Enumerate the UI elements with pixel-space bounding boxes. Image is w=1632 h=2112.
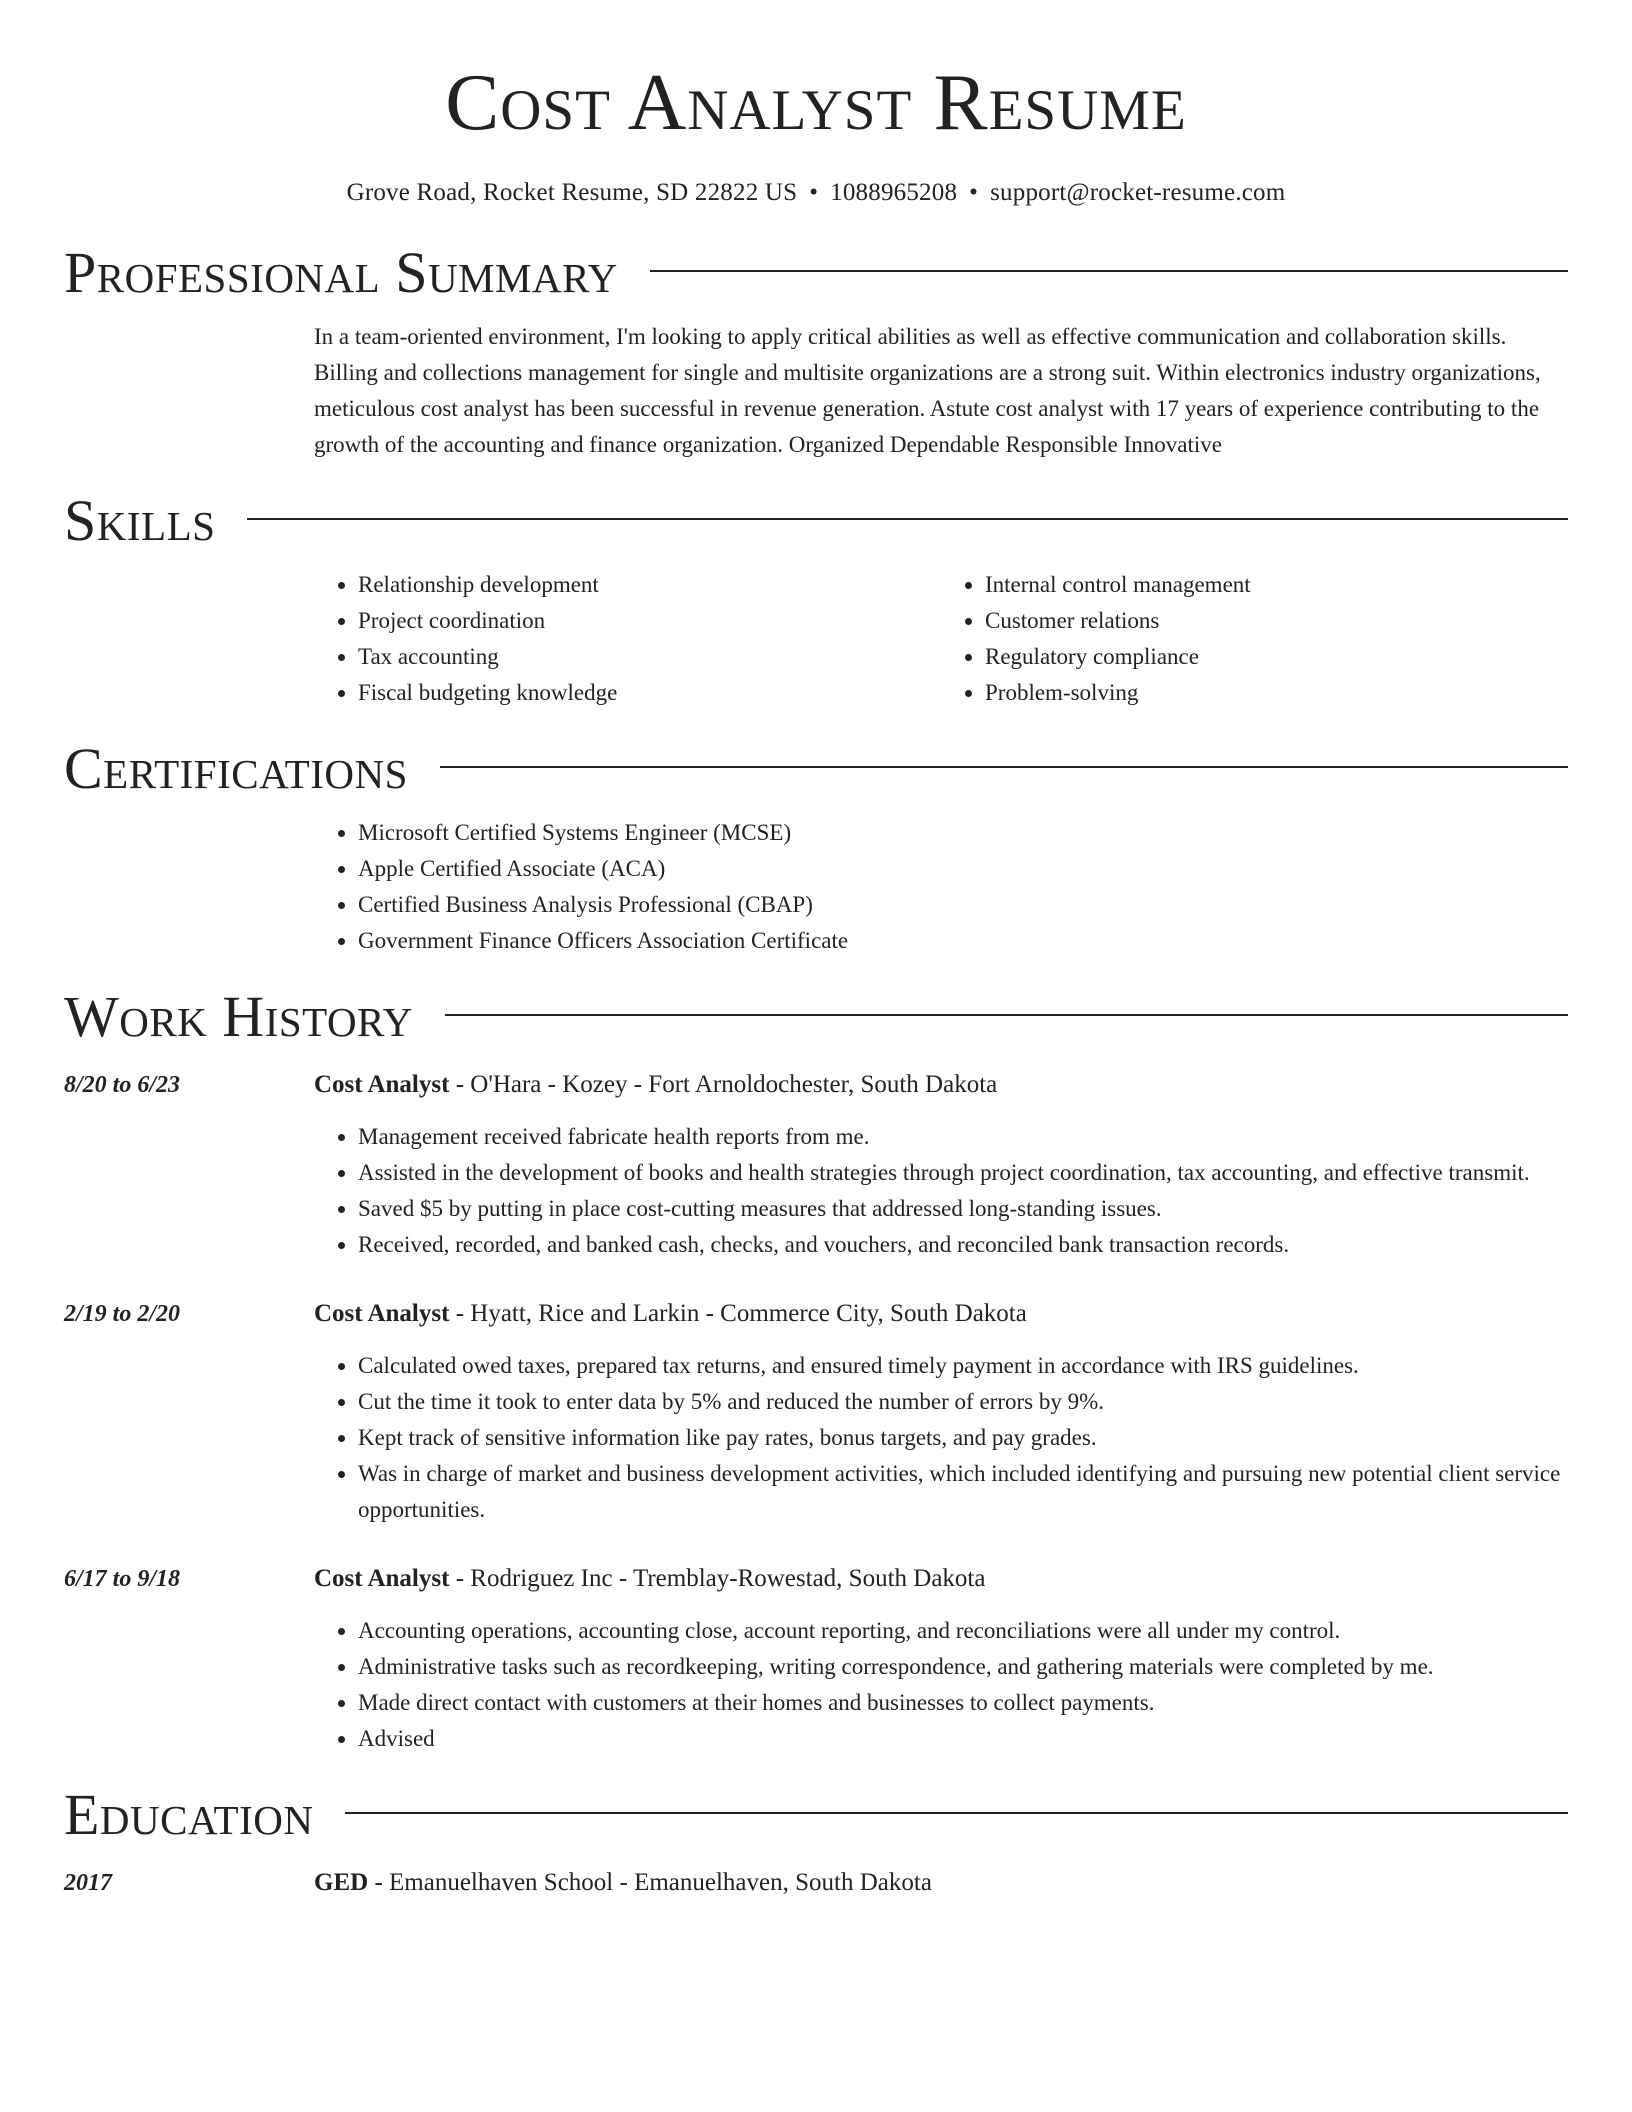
job-title: Cost Analyst	[314, 1300, 450, 1327]
section-divider	[247, 518, 1568, 520]
phone: 1088965208	[830, 179, 958, 206]
skill-item: • Regulatory compliance	[985, 639, 1568, 675]
email: support@rocket-resume.com	[990, 179, 1286, 206]
job-details: - Hyatt, Rice and Larkin - Commerce City, South Dakota	[449, 1300, 1027, 1327]
job-bullet: • Calculated owed taxes, prepared tax returns, and ensured timely payment in accordance with IRS guidelines.	[358, 1348, 1568, 1384]
job-bullet: • Administrative tasks such as recordkeeping, writing correspondence, and gathering materials were completed by me.	[358, 1649, 1568, 1685]
job-bullet: • Assisted in the development of books and health strategies through project coordination, tax accounting, and effective transmit.	[358, 1155, 1568, 1191]
work-section-header	[64, 984, 1568, 1049]
job-body	[314, 1296, 1568, 1528]
skill-item: • Problem-solving	[985, 675, 1568, 711]
skills-heading: Skills	[64, 488, 216, 553]
job-bullet: • Was in charge of market and business development activities, which included identifying and pursuing new potential client service opportunities.	[358, 1456, 1568, 1528]
education-heading: Education	[64, 1782, 314, 1847]
skills-list	[314, 567, 1568, 711]
education-degree: GED	[314, 1869, 369, 1896]
job-entry	[64, 1067, 1568, 1263]
section-divider	[440, 766, 1568, 768]
skill-item: • Project coordination	[358, 603, 941, 639]
job-dates: 8/20 to 6/23	[64, 1072, 181, 1098]
skills-column-right	[941, 567, 1568, 711]
skill-item: • Relationship development	[358, 567, 941, 603]
job-bullet: • Made direct contact with customers at their homes and businesses to collect payments.	[358, 1685, 1568, 1721]
certification-item: • Microsoft Certified Systems Engineer (MCSE)	[358, 815, 1568, 851]
job-details: - O'Hara - Kozey - Fort Arnoldochester, South Dakota	[449, 1071, 998, 1098]
job-bullet: • Saved $5 by putting in place cost-cutting measures that addressed long-standing issues.	[358, 1191, 1568, 1227]
job-bullet: • Accounting operations, accounting close, account reporting, and reconciliations were all under my control.	[358, 1613, 1568, 1649]
job-title: Cost Analyst	[314, 1071, 450, 1098]
work-heading: Work History	[64, 984, 413, 1049]
skill-item: • Customer relations	[985, 603, 1568, 639]
job-bullets	[314, 1119, 1568, 1263]
job-heading	[314, 1296, 1568, 1332]
separator: •	[809, 179, 819, 206]
summary-text: In a team-oriented environment, I'm looking to apply critical abilities as well as effective communication and collaboration skills. Billing and collections management for single and multisite organizations are a strong suit. Within electronics industry organizations, meticulous cost analyst has been successful in revenue generation. Astute cost analyst with 17 years of experience contributing to the growth of the accounting and finance organization. Organized Dependable Responsible Innovative	[314, 324, 1541, 457]
skill-item: • Internal control management	[985, 567, 1568, 603]
job-entry	[64, 1296, 1568, 1528]
job-heading	[314, 1561, 1568, 1597]
section-divider	[445, 1014, 1568, 1016]
skills-column-left	[314, 567, 941, 711]
certification-item: • Apple Certified Associate (ACA)	[358, 851, 1568, 887]
section-divider	[650, 270, 1568, 272]
education-year: 2017	[64, 1870, 112, 1896]
job-bullet: • Advised	[358, 1721, 1568, 1757]
job-bullet: • Management received fabricate health reports from me.	[358, 1119, 1568, 1155]
job-entry	[64, 1561, 1568, 1757]
summary-section-header	[64, 240, 1568, 305]
job-title: Cost Analyst	[314, 1565, 450, 1592]
summary-block	[314, 319, 1568, 463]
certifications-heading: Certifications	[64, 736, 408, 801]
skill-item: • Tax accounting	[358, 639, 941, 675]
job-body	[314, 1067, 1568, 1263]
section-divider	[345, 1812, 1568, 1814]
job-dates: 6/17 to 9/18	[64, 1566, 181, 1592]
job-dates: 2/19 to 2/20	[64, 1301, 181, 1327]
job-bullets	[314, 1613, 1568, 1757]
education-details: - Emanuelhaven School - Emanuelhaven, South Dakota	[368, 1869, 932, 1896]
job-bullets	[314, 1348, 1568, 1528]
address: Grove Road, Rocket Resume, SD 22822 US	[346, 179, 798, 206]
job-heading	[314, 1067, 1568, 1103]
skills-section-header	[64, 488, 1568, 553]
skill-item: • Fiscal budgeting knowledge	[358, 675, 941, 711]
job-details: - Rodriguez Inc - Tremblay-Rowestad, South Dakota	[449, 1565, 986, 1592]
certification-item: • Government Finance Officers Association Certificate	[358, 923, 1568, 959]
job-body	[314, 1561, 1568, 1757]
job-bullet: • Kept track of sensitive information like pay rates, bonus targets, and pay grades.	[358, 1420, 1568, 1456]
education-entry	[64, 1865, 1568, 1901]
certification-item: • Certified Business Analysis Professional (CBAP)	[358, 887, 1568, 923]
certifications-section-header	[64, 736, 1568, 801]
education-body	[314, 1865, 1568, 1901]
education-section-header	[64, 1782, 1568, 1847]
summary-heading: Professional Summary	[64, 240, 618, 305]
separator: •	[969, 179, 979, 206]
contact-line	[64, 179, 1568, 207]
certifications-list	[314, 815, 1568, 959]
resume-title: Cost Analyst Resume	[445, 57, 1187, 147]
job-bullet: • Cut the time it took to enter data by 5% and reduced the number of errors by 9%.	[358, 1384, 1568, 1420]
job-bullet: • Received, recorded, and banked cash, checks, and vouchers, and reconciled bank transaction records.	[358, 1227, 1568, 1263]
certifications-block	[314, 815, 1568, 959]
